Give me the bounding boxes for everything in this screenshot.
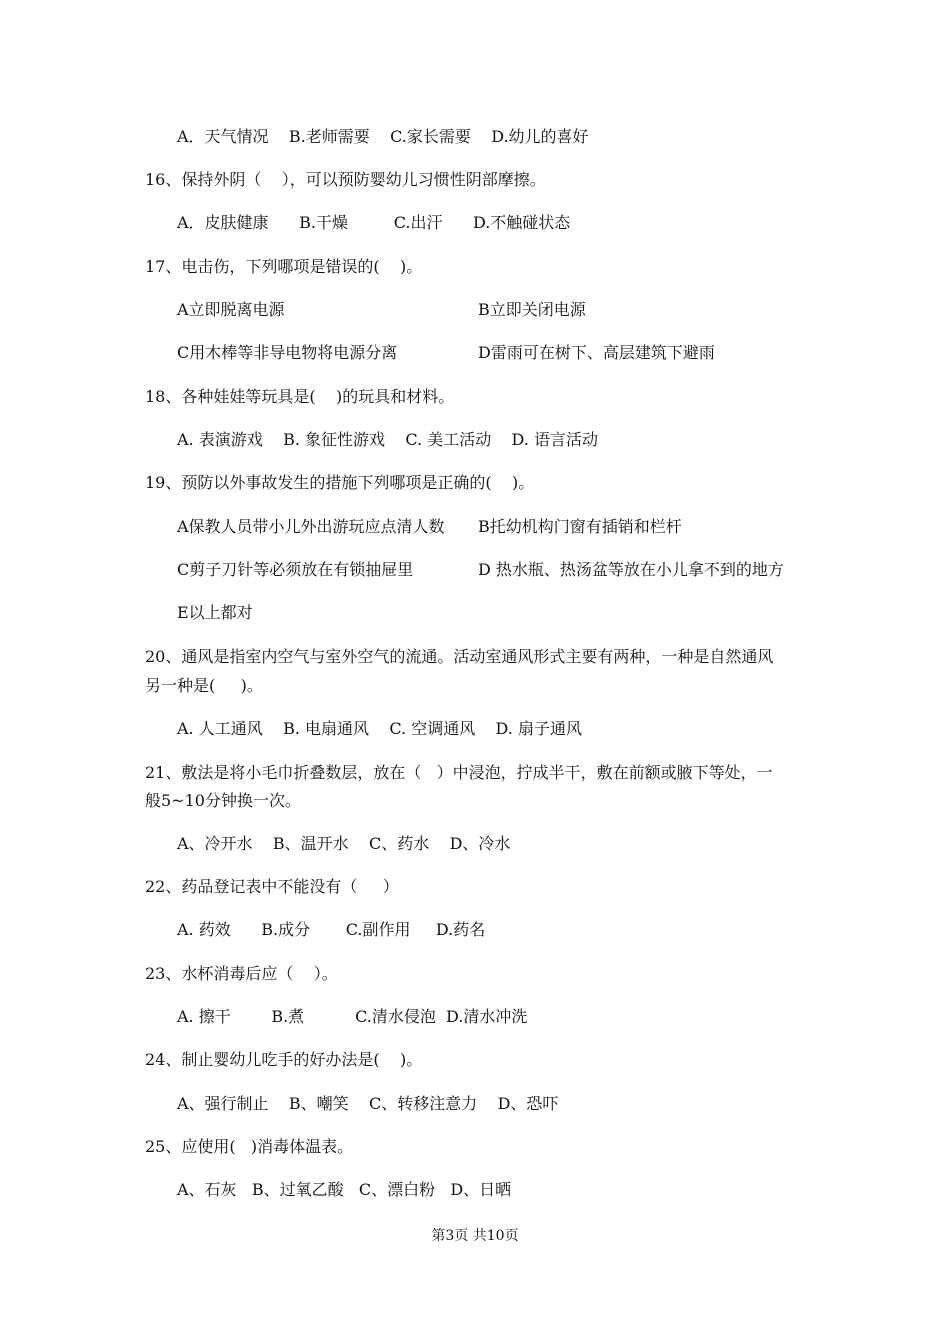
- q19-option-b: B托幼机构门窗有插销和栏杆: [478, 517, 682, 536]
- q19-option-e: E以上都对: [177, 603, 253, 622]
- q15-options: A．天气情况 B.老师需要 C.家长需要 D.幼儿的喜好: [177, 127, 589, 146]
- q17-option-b: B立即关闭电源: [478, 300, 586, 319]
- q25-options: A、石灰 B、过氧乙酸 C、漂白粉 D、日晒: [177, 1180, 512, 1199]
- q18-options: A. 表演游戏 B. 象征性游戏 C. 美工活动 D. 语言活动: [177, 430, 598, 449]
- q19-option-d: D 热水瓶、热汤盆等放在小儿拿不到的地方: [478, 560, 784, 579]
- q17-stem: 17、电击伤，下列哪项是错误的( )。: [145, 257, 423, 276]
- q17-option-d: D雷雨可在树下、高层建筑下避雨: [478, 343, 715, 362]
- q22-stem: 22、药品登记表中不能没有（ ）: [145, 877, 399, 896]
- q23-options: A. 擦干 B.煮 C.清水侵泡 D.清水冲洗: [177, 1007, 528, 1026]
- q21-options: A、冷开水 B、温开水 C、药水 D、冷水: [177, 834, 511, 853]
- q20-stem-line1: 20、通风是指室内空气与室外空气的流通。活动室通风形式主要有两种，一种是自然通风: [145, 647, 774, 666]
- q19-option-c: C剪子刀针等必须放在有锁抽屉里: [177, 560, 414, 579]
- page-footer: 第3页 共10页: [431, 1228, 519, 1244]
- q25-stem: 25、应使用( )消毒体温表。: [145, 1137, 354, 1156]
- q22-options: A. 药效 B.成分 C.副作用 D.药名: [177, 920, 486, 939]
- q21-stem-line2: 般5~10分钟换一次。: [145, 791, 301, 810]
- q16-options: A．皮肤健康 B.干燥 C.出汗 D.不触碰状态: [177, 213, 571, 232]
- q17-option-c: C用木棒等非导电物将电源分离: [177, 343, 398, 362]
- q16-stem: 16、保持外阴（ ），可以预防婴幼儿习惯性阴部摩擦。: [145, 170, 546, 189]
- q20-stem-line2: 另一种是( )。: [145, 676, 263, 695]
- q23-stem: 23、水杯消毒后应（ ）。: [145, 964, 338, 983]
- q21-stem-line1: 21、敷法是将小毛巾折叠数层，放在（ ）中浸泡，拧成半干，敷在前额或腋下等处，一: [145, 763, 773, 782]
- q19-option-a: A保教人员带小儿外出游玩应点清人数: [177, 517, 445, 536]
- q17-option-a: A立即脱离电源: [177, 300, 285, 319]
- q20-options: A. 人工通风 B. 电扇通风 C. 空调通风 D. 扇子通风: [177, 719, 582, 738]
- q19-stem: 19、预防以外事故发生的措施下列哪项是正确的( )。: [145, 473, 535, 492]
- q24-stem: 24、制止婴幼儿吃手的好办法是( )。: [145, 1050, 423, 1069]
- q18-stem: 18、各种娃娃等玩具是( )的玩具和材料。: [145, 387, 455, 406]
- q24-options: A、强行制止 B、嘲笑 C、转移注意力 D、恐吓: [177, 1094, 559, 1113]
